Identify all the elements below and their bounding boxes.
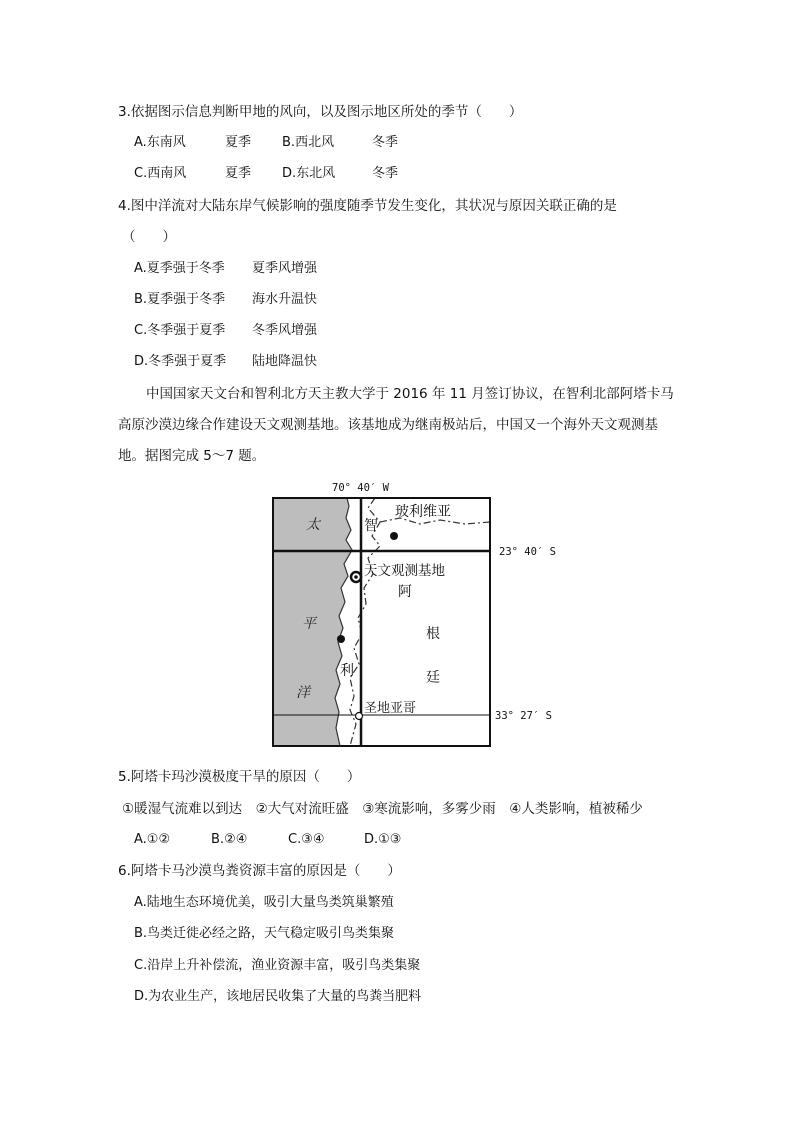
option-relation: 夏季强于冬季 [146,261,225,276]
label-argentina-1: 阿 [398,584,412,600]
option-text: ①② [146,832,171,847]
option-relation: 冬季强于夏季 [147,323,226,338]
q3-option-b [282,134,334,152]
label-ocean-3: 洋 [296,685,310,701]
option-letter: D. [364,832,379,847]
latitude-top-label: 23° 40′ S [499,546,556,558]
passage-line-1: 中国国家天文台和智利北方天主教大学于 2016 年 11 月签订协议，在智利北部阿塔卡马 [146,386,674,402]
q3-option-c-season: 夏季 [225,166,252,181]
q4-option-c [134,322,225,340]
option-relation: 夏季强于冬季 [147,292,226,307]
label-argentina-2: 根 [426,626,440,642]
q4-option-a-reason: 夏季风增强 [252,261,318,276]
option-letter: B. [282,135,296,150]
option-relation: 冬季强于夏季 [148,354,227,369]
option-wind: 东北风 [296,166,336,181]
question-5-items: ①暖湿气流难以到达 ②大气对流旺盛 ③寒流影响，多雾少雨 ④人类影响，植被稀少 [122,801,643,817]
q6-option-b: B.鸟类迁徙必经之路，天气稳定吸引鸟类集聚 [134,926,395,941]
option-letter: C. [134,323,148,338]
label-chile-2: 利 [340,663,354,679]
q5-option-c [288,831,325,849]
option-wind: 东南风 [146,135,186,150]
option-letter: B. [211,832,225,847]
q3-option-d-season: 冬季 [372,166,399,181]
map-figure [240,478,600,754]
option-letter: D. [134,354,149,369]
option-letter: C. [288,832,302,847]
longitude-label: 70° 40′ W [332,482,389,494]
option-text: ②④ [224,832,248,847]
option-wind: 西南风 [147,166,187,181]
q3-option-d [282,165,335,183]
question-4-stem: 4.图中洋流对大陆东岸气候影响的强度随季节发生变化，其状况与原因关联正确的是 [118,198,617,214]
q3-option-b-season: 冬季 [372,135,399,150]
option-letter: D. [282,166,297,181]
passage-line-3: 地。据图完成 5～7 题。 [118,448,266,464]
q6-option-c: C.沿岸上升补偿流，渔业资源丰富，吸引鸟类集聚 [134,958,421,973]
question-3-stem: 3.依据图示信息判断甲地的风向，以及图示地区所处的季节（ ） [118,104,523,120]
label-ocean-2: 平 [302,616,316,632]
q3-option-a [134,134,186,152]
city-dot-mid [337,635,345,643]
q3-option-a-season: 夏季 [225,135,252,150]
observatory-marker-center [354,575,358,579]
option-letter: A. [134,135,147,150]
city-dot-north [390,532,398,540]
q4-option-d [134,353,226,371]
label-chile-1: 智 [364,518,378,534]
option-letter: A. [134,261,147,276]
latitude-bottom-label: 33° 27′ S [495,710,552,722]
option-text: ①③ [378,832,402,847]
santiago-marker [356,713,363,720]
q5-option-a [134,831,170,849]
q4-option-b [134,291,225,309]
label-bolivia: 玻利维亚 [395,504,451,520]
question-4-stem-cont: （ ） [122,229,176,245]
option-wind: 西北风 [295,135,335,150]
label-ocean-1: 太 [306,517,320,533]
q4-option-a [134,260,225,278]
option-letter: A. [134,832,147,847]
option-letter: B. [134,292,148,307]
option-letter: C. [134,166,148,181]
q5-option-d [364,831,401,849]
label-argentina-3: 廷 [426,670,440,686]
q4-option-d-reason: 陆地降温快 [252,354,318,369]
q6-option-a: A.陆地生态环境优美，吸引大量鸟类筑巢繁殖 [134,895,394,910]
q5-option-b [211,831,247,849]
passage-line-2: 高原沙漠边缘合作建设天文观测基地。该基地成为继南极站后，中国又一个海外天文观测基 [118,417,658,433]
label-santiago: 圣地亚哥 [364,701,417,716]
q3-option-c [134,165,186,183]
option-text: ③④ [301,832,325,847]
q4-option-b-reason: 海水升温快 [252,292,318,307]
question-6-stem: 6.阿塔卡马沙漠鸟粪资源丰富的原因是（ ） [118,863,401,879]
question-5-stem: 5.阿塔卡玛沙漠极度干旱的原因（ ） [118,769,361,785]
label-observatory: 天文观测基地 [364,563,445,579]
q4-option-c-reason: 冬季风增强 [252,323,318,338]
q6-option-d: D.为农业生产，该地居民收集了大量的鸟粪当肥料 [134,989,422,1004]
